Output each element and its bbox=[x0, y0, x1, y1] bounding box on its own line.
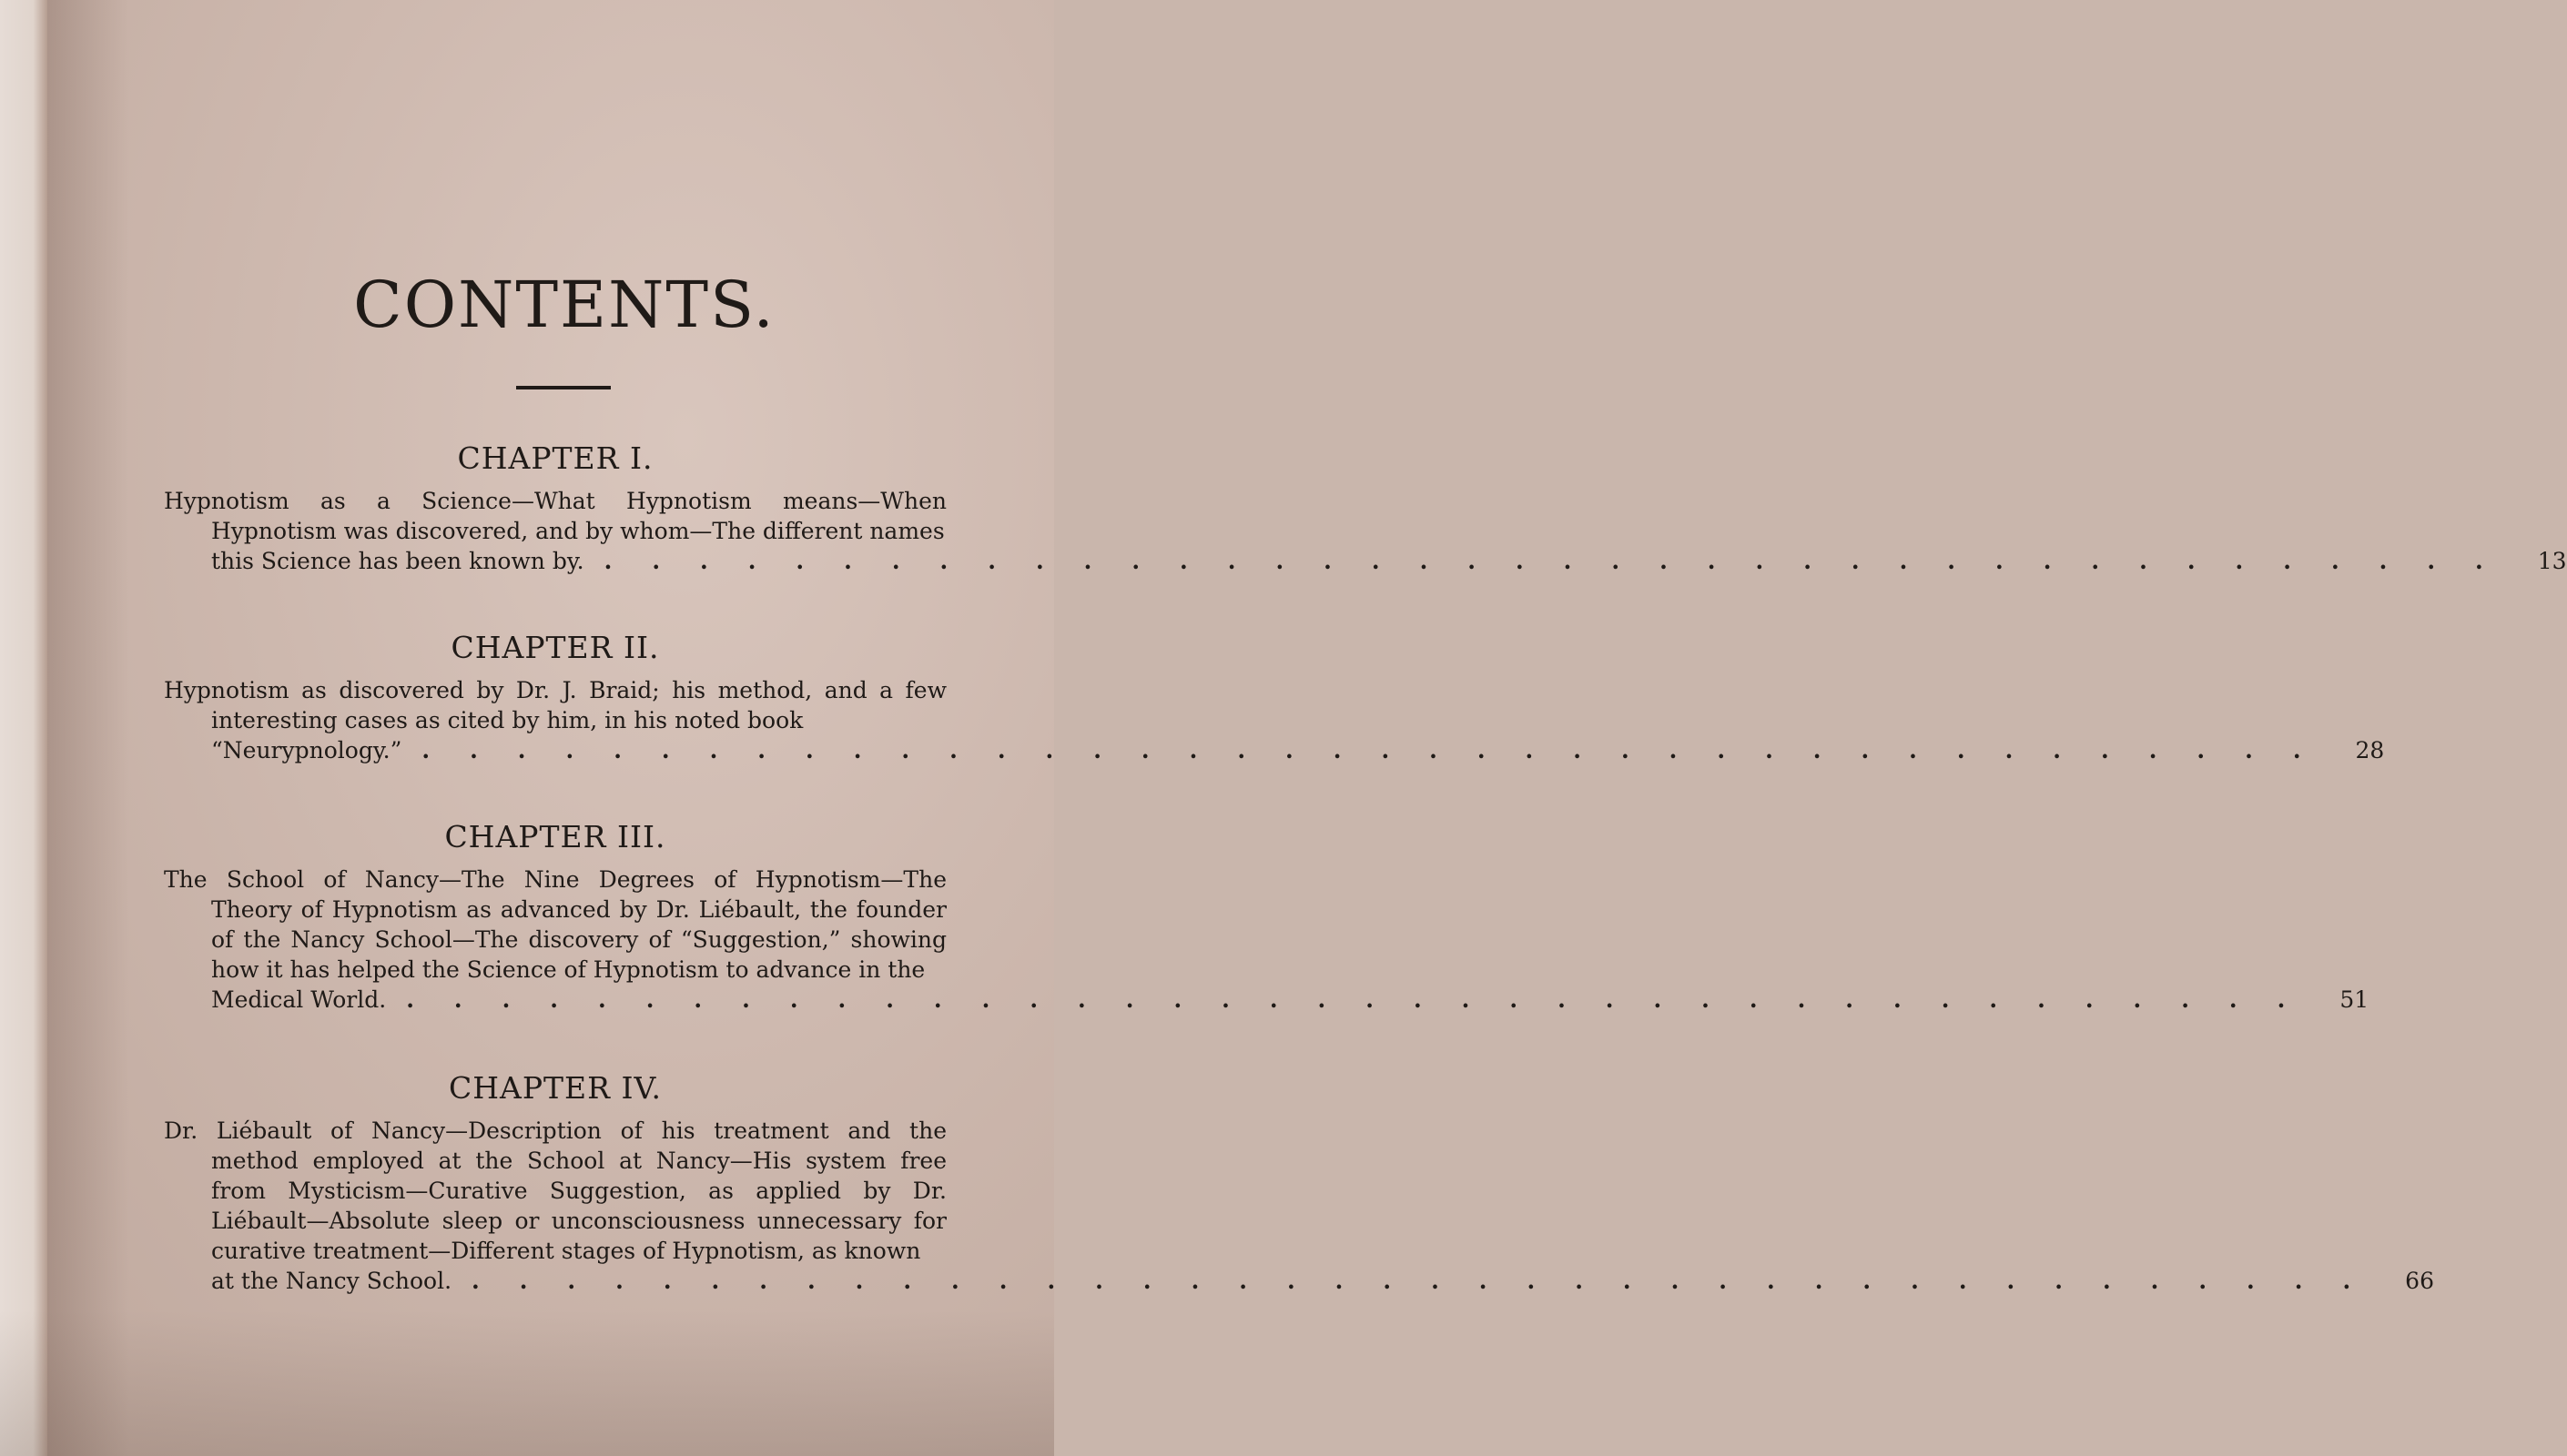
chapter-heading: CHAPTER IV. bbox=[448, 1070, 663, 1106]
chapter-last-line bbox=[164, 1266, 2434, 1296]
chapter-heading: CHAPTER II. bbox=[451, 630, 660, 665]
chapter-entry-1 bbox=[164, 440, 2567, 576]
title-rule bbox=[516, 386, 611, 389]
chapter-last-line bbox=[164, 546, 2567, 576]
chapter-summary: The School of Nancy—The Nine Degrees of Hypnotism—The Theory of Hypnotism as advanced by Dr. Liébault, the founder of the Nancy School—The discovery of “Suggestion,” showing how it has helped the Science of Hypnotism to advance in the bbox=[164, 865, 947, 983]
chapter-summary: Dr. Liébault of Nancy—Description of his treatment and the method employed at the School at Nancy—His system free from Mysticism—Curative Suggestion, as applied by Dr. Liébault—Absolute sleep or unconsciousness unnecessary for curative treatment—Different stages of Hypnotism, as known bbox=[164, 1117, 947, 1264]
gutter-shadow bbox=[47, 0, 129, 1456]
chapter-summary: Hypnotism as discovered by Dr. J. Braid; his method, and a few interesting cases as cited by him, in his noted book bbox=[164, 676, 947, 733]
dot-leader: ........................................ bbox=[604, 547, 2523, 574]
dot-leader: ........................................ bbox=[406, 986, 2326, 1013]
chapter-summary-end: “Neurypnology.” bbox=[211, 736, 402, 763]
chapter-heading: CHAPTER III. bbox=[444, 819, 666, 854]
chapter-summary-end: Medical World. bbox=[211, 986, 387, 1013]
page-number: 66 bbox=[2405, 1267, 2434, 1294]
page-number: 13 bbox=[2537, 547, 2567, 574]
dot-leader: ........................................ bbox=[472, 1267, 2391, 1294]
chapter-summary-end: this Science has been known by. bbox=[211, 547, 584, 574]
page-title: CONTENTS. bbox=[353, 268, 776, 342]
dot-leader: ........................................ bbox=[421, 736, 2341, 763]
facing-page-edge bbox=[0, 0, 47, 1456]
page-number: 51 bbox=[2339, 986, 2369, 1013]
chapter-last-line bbox=[164, 985, 2369, 1015]
contents-page bbox=[137, 0, 2567, 1456]
chapter-summary-end: at the Nancy School. bbox=[211, 1267, 452, 1294]
page-number: 28 bbox=[2355, 736, 2385, 763]
chapter-entry-3 bbox=[164, 819, 2369, 1015]
chapter-entry-2 bbox=[164, 630, 2385, 765]
chapter-heading: CHAPTER I. bbox=[457, 440, 654, 476]
chapter-last-line bbox=[164, 735, 2385, 765]
chapter-summary: Hypnotism as a Science—What Hypnotism means—When Hypnotism was discovered, and by whom—The different names bbox=[164, 487, 947, 544]
chapter-entry-4 bbox=[164, 1070, 2434, 1296]
